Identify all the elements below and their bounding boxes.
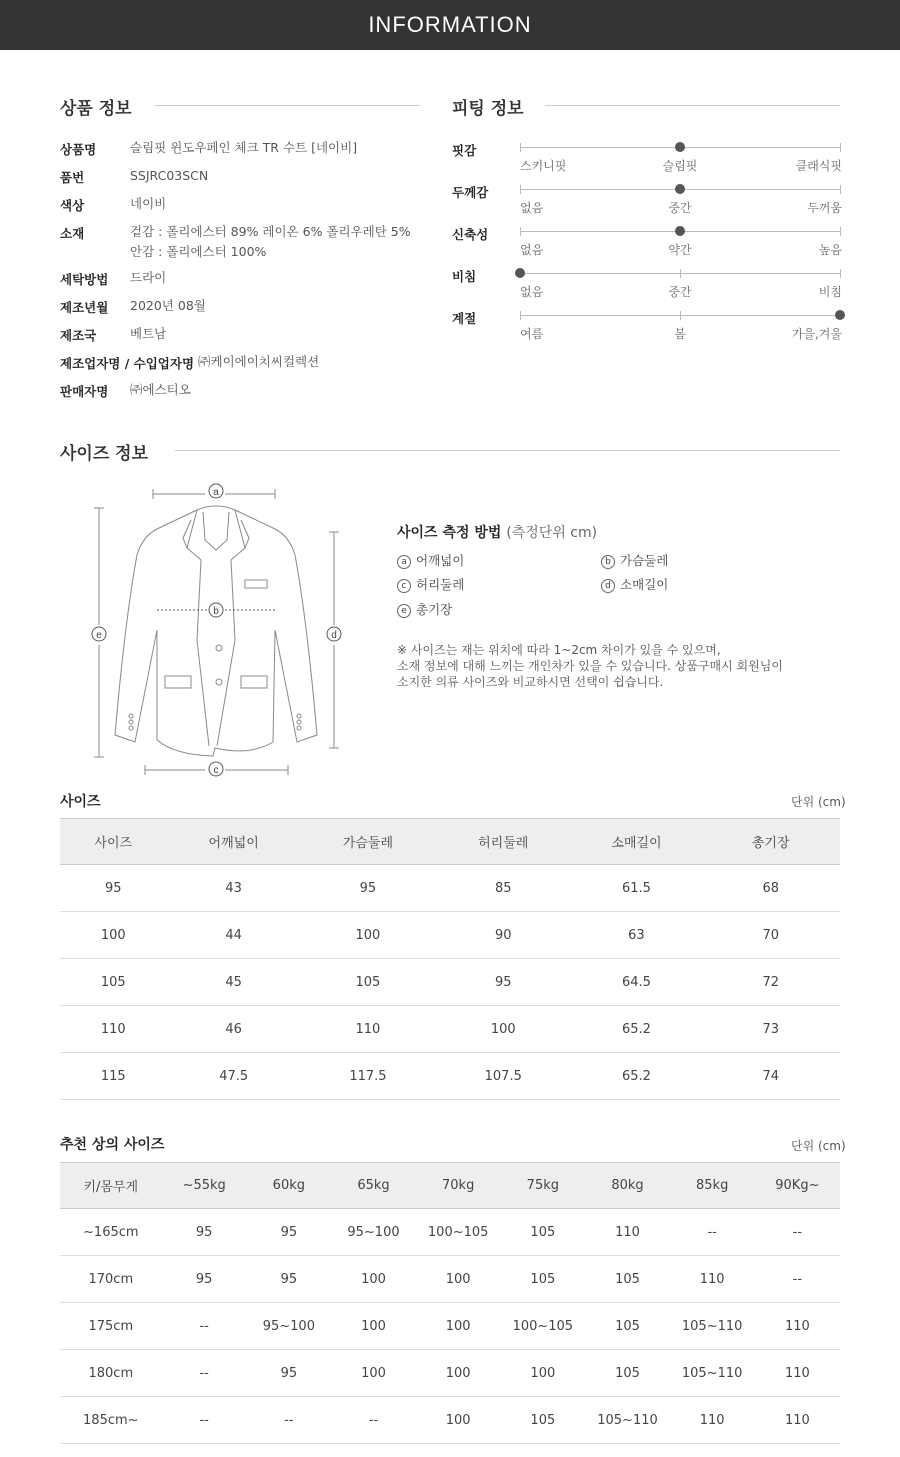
table-cell: -- — [247, 1397, 331, 1444]
table-header-cell: ~55kg — [162, 1163, 247, 1209]
fitting-scale-tick — [520, 227, 521, 236]
fitting-scale-tick — [840, 185, 841, 194]
measure-label: 총기장 — [416, 602, 453, 617]
table-cell: 100~105 — [416, 1209, 500, 1256]
product-info-value — [130, 222, 411, 262]
fitting-scale-tick — [840, 227, 841, 236]
product-info-value — [130, 380, 191, 400]
fitting-option: 슬림핏 — [662, 159, 698, 173]
table-cell: 95 — [162, 1256, 247, 1303]
measure-method-title: 사이즈 측정 방법 (측정단위 cm) — [397, 525, 598, 541]
table-cell: -- — [755, 1256, 840, 1303]
fitting-row — [452, 267, 842, 307]
fitting-selected-dot — [675, 184, 685, 194]
product-info-value — [130, 166, 208, 186]
table-cell: 110 — [755, 1350, 840, 1397]
product-info-label: 소재 — [60, 226, 85, 241]
product-info-value — [130, 296, 206, 316]
measure-item — [397, 551, 464, 569]
table-cell: 95 — [247, 1350, 331, 1397]
table-row — [60, 959, 840, 1006]
table-cell: 100 — [416, 1256, 500, 1303]
fitting-selected-dot — [835, 310, 845, 320]
table-cell: 100 — [435, 1006, 571, 1053]
table-header-cell: 70kg — [416, 1163, 500, 1209]
table-cell: -- — [755, 1209, 840, 1256]
measure-label: 어깨넓이 — [416, 553, 465, 568]
product-info-label: 제조국 — [60, 328, 97, 343]
table-cell: 110 — [755, 1303, 840, 1350]
fitting-option: 봄 — [674, 327, 686, 341]
table-cell: 105~110 — [670, 1303, 755, 1350]
fitting-option: 높음 — [818, 243, 842, 257]
table-cell: -- — [331, 1397, 416, 1444]
measure-label: 허리둘레 — [416, 577, 465, 592]
product-info-value — [130, 324, 166, 344]
fitting-label: 계절 — [452, 311, 477, 326]
table-cell: 100 — [500, 1350, 585, 1397]
size-table-title: 사이즈 — [60, 794, 101, 810]
table-cell: 100 — [416, 1303, 500, 1350]
fitting-option: 가을,겨울 — [791, 327, 842, 341]
product-info-value-line: 안감 : 폴리에스터 100% — [130, 244, 267, 259]
table-header-row — [60, 819, 840, 865]
fitting-label: 두께감 — [452, 185, 489, 200]
table-cell: 105~110 — [585, 1397, 669, 1444]
divider — [155, 105, 420, 106]
product-info-label: 상품명 — [60, 142, 97, 157]
table-row — [60, 1256, 840, 1303]
table-cell: 100 — [331, 1256, 416, 1303]
table-cell: 105 — [585, 1350, 669, 1397]
divider — [545, 105, 840, 106]
measure-mark: c — [397, 579, 411, 593]
table-cell: 46 — [167, 1006, 301, 1053]
table-cell: 70 — [701, 912, 840, 959]
product-info-label: 제조업자명 / 수입업자명 — [60, 356, 195, 371]
fitting-scale-tick — [520, 185, 521, 194]
table-row — [60, 865, 840, 912]
measure-item — [601, 551, 668, 569]
table-cell: 61.5 — [571, 865, 701, 912]
table-header-cell: 어깨넓이 — [167, 819, 301, 865]
table-header-cell: 허리둘레 — [435, 819, 571, 865]
fitting-scale-tick — [520, 143, 521, 152]
measure-mark-e: e — [96, 630, 102, 641]
product-info-value-line: ㈜에스티오 — [130, 382, 191, 397]
fitting-label: 핏감 — [452, 143, 477, 158]
fitting-option: 두꺼움 — [807, 201, 842, 215]
fitting-selected-dot — [675, 226, 685, 236]
fitting-row — [452, 141, 842, 181]
table-header-cell: 소매길이 — [571, 819, 701, 865]
fitting-option: 비침 — [818, 285, 842, 299]
fitting-option: 여름 — [520, 327, 544, 341]
product-info-label: 제조년월 — [60, 300, 109, 315]
table-cell: 95~100 — [331, 1209, 416, 1256]
table-cell: 90 — [435, 912, 571, 959]
table-header-cell: 75kg — [500, 1163, 585, 1209]
measure-mark: d — [601, 579, 615, 593]
table-row — [60, 1397, 840, 1444]
product-info-label: 판매자명 — [60, 384, 109, 399]
table-cell: 110 — [670, 1256, 755, 1303]
table-cell: ~165cm — [60, 1209, 162, 1256]
measure-mark: a — [397, 555, 411, 569]
table-cell: 73 — [701, 1006, 840, 1053]
fitting-scale-tick — [680, 311, 681, 320]
table-row — [60, 1053, 840, 1100]
table-cell: 180cm — [60, 1350, 162, 1397]
product-info-label: 세탁방법 — [60, 272, 109, 287]
fitting-option: 없음 — [520, 243, 544, 257]
fitting-option: 약간 — [668, 243, 692, 257]
table-cell: 105 — [500, 1397, 585, 1444]
table-cell: 110 — [301, 1006, 435, 1053]
table-header-cell: 가슴둘레 — [301, 819, 435, 865]
fitting-selected-dot — [515, 268, 525, 278]
table-cell: 65.2 — [571, 1006, 701, 1053]
recommendation-table — [60, 1162, 840, 1444]
fitting-scale-tick — [840, 143, 841, 152]
product-info-value-line: 슬림핏 윈도우페인 체크 TR 수트 [네이비] — [130, 140, 358, 155]
rec-table-title: 추천 상의 사이즈 — [60, 1137, 165, 1153]
table-cell: 107.5 — [435, 1053, 571, 1100]
product-info-value — [130, 138, 357, 158]
table-cell: 85 — [435, 865, 571, 912]
table-cell: 43 — [167, 865, 301, 912]
measure-mark: e — [397, 604, 411, 618]
table-row — [60, 912, 840, 959]
table-cell: 47.5 — [167, 1053, 301, 1100]
fitting-scale-tick — [520, 311, 521, 320]
table-cell: 95 — [60, 865, 167, 912]
product-info-label: 품번 — [60, 170, 85, 185]
size-table-unit: 단위 (cm) — [791, 795, 846, 809]
table-cell: -- — [162, 1350, 247, 1397]
table-header-cell: 60kg — [247, 1163, 331, 1209]
table-cell: 110 — [670, 1397, 755, 1444]
product-info-title: 상품 정보 — [60, 99, 132, 119]
table-cell: -- — [162, 1397, 247, 1444]
table-cell: 65.2 — [571, 1053, 701, 1100]
table-cell: 95 — [435, 959, 571, 1006]
product-info-value-line: ㈜케이에이치씨컬렉션 — [198, 354, 320, 369]
product-info-value — [130, 268, 166, 288]
fitting-scale-tick — [840, 269, 841, 278]
fitting-row — [452, 183, 842, 223]
table-cell: 100 — [60, 912, 167, 959]
measure-mark-c: c — [213, 765, 219, 776]
table-cell: 100 — [331, 1303, 416, 1350]
product-info-value — [130, 194, 166, 214]
rec-table-unit: 단위 (cm) — [791, 1139, 846, 1153]
fitting-option: 중간 — [668, 201, 692, 215]
table-cell: 72 — [701, 959, 840, 1006]
fitting-option: 클래식핏 — [795, 159, 842, 173]
size-info-title: 사이즈 정보 — [60, 444, 149, 464]
table-cell: 95 — [162, 1209, 247, 1256]
measure-mark: b — [601, 555, 615, 569]
measure-mark-b: b — [213, 606, 219, 617]
table-cell: 185cm~ — [60, 1397, 162, 1444]
fitting-info-title: 피팅 정보 — [452, 99, 524, 119]
fitting-row — [452, 309, 842, 349]
table-row — [60, 1209, 840, 1256]
fitting-option: 없음 — [520, 285, 544, 299]
table-cell: -- — [162, 1303, 247, 1350]
measure-mark-a: a — [213, 487, 219, 498]
table-cell: 44 — [167, 912, 301, 959]
fitting-option: 중간 — [668, 285, 692, 299]
fitting-scale-tick — [680, 269, 681, 278]
divider — [175, 450, 840, 451]
table-cell: 175cm — [60, 1303, 162, 1350]
table-cell: 105 — [301, 959, 435, 1006]
table-cell: 68 — [701, 865, 840, 912]
fitting-selected-dot — [675, 142, 685, 152]
table-cell: 105 — [585, 1303, 669, 1350]
product-info-value-line: SSJRC03SCN — [130, 168, 209, 183]
table-cell: 45 — [167, 959, 301, 1006]
table-header-cell: 90Kg~ — [755, 1163, 840, 1209]
measure-label: 가슴둘레 — [620, 553, 669, 568]
table-header-cell: 사이즈 — [60, 819, 167, 865]
table-row — [60, 1303, 840, 1350]
table-header-cell: 65kg — [331, 1163, 416, 1209]
table-cell: 64.5 — [571, 959, 701, 1006]
product-info-value — [198, 352, 319, 372]
table-cell: 105 — [500, 1209, 585, 1256]
table-cell: 115 — [60, 1053, 167, 1100]
table-cell: 95 — [247, 1256, 331, 1303]
table-cell: 110 — [60, 1006, 167, 1053]
measure-mark-d: d — [331, 630, 337, 641]
table-cell: 100 — [331, 1350, 416, 1397]
information-header: INFORMATION — [0, 0, 900, 50]
product-info-value-line: 2020년 08월 — [130, 298, 206, 313]
table-header-cell: 80kg — [585, 1163, 669, 1209]
table-cell: 110 — [585, 1209, 669, 1256]
product-info-value-line: 겉감 : 폴리에스터 89% 레이온 6% 폴리우레탄 5% — [130, 224, 411, 239]
product-info-value-line: 베트남 — [130, 326, 167, 341]
fitting-option: 스키니핏 — [520, 159, 567, 173]
table-header-row — [60, 1163, 840, 1209]
table-cell: 117.5 — [301, 1053, 435, 1100]
table-cell: 105~110 — [670, 1350, 755, 1397]
table-row — [60, 1006, 840, 1053]
table-cell: 105 — [500, 1256, 585, 1303]
table-header-cell: 총기장 — [701, 819, 840, 865]
table-cell: 170cm — [60, 1256, 162, 1303]
size-table — [60, 818, 840, 1100]
table-cell: 105 — [60, 959, 167, 1006]
table-cell: -- — [670, 1209, 755, 1256]
fitting-row — [452, 225, 842, 265]
table-cell: 105 — [585, 1256, 669, 1303]
table-cell: 74 — [701, 1053, 840, 1100]
table-row — [60, 1350, 840, 1397]
fitting-option: 없음 — [520, 201, 544, 215]
table-cell: 95 — [301, 865, 435, 912]
table-cell: 100 — [416, 1350, 500, 1397]
table-cell: 95~100 — [247, 1303, 331, 1350]
measure-item — [601, 575, 668, 593]
table-cell: 95 — [247, 1209, 331, 1256]
table-cell: 100 — [301, 912, 435, 959]
table-cell: 100 — [416, 1397, 500, 1444]
table-header-cell: 키/몸무게 — [60, 1163, 162, 1209]
size-note: ※ 사이즈는 재는 위치에 따라 1~2cm 차이가 있을 수 있으며, 소재 정보에 대해 느끼는 개인차가 있을 수 있습니다. 상품구매시 회원님이 소지한 의류 사이즈와 비교하시면 선택이 쉽습니다. — [397, 643, 783, 689]
table-cell: 100~105 — [500, 1303, 585, 1350]
measure-item — [397, 600, 452, 618]
fitting-label: 신축성 — [452, 227, 489, 242]
table-cell: 110 — [755, 1397, 840, 1444]
fitting-label: 비침 — [452, 269, 477, 284]
measure-item — [397, 575, 464, 593]
jacket-diagram — [85, 480, 355, 780]
measure-label: 소매길이 — [620, 577, 669, 592]
product-info-value-line: 드라이 — [130, 270, 167, 285]
table-header-cell: 85kg — [670, 1163, 755, 1209]
product-info-label: 색상 — [60, 198, 85, 213]
table-cell: 63 — [571, 912, 701, 959]
product-info-value-line: 네이비 — [130, 196, 167, 211]
